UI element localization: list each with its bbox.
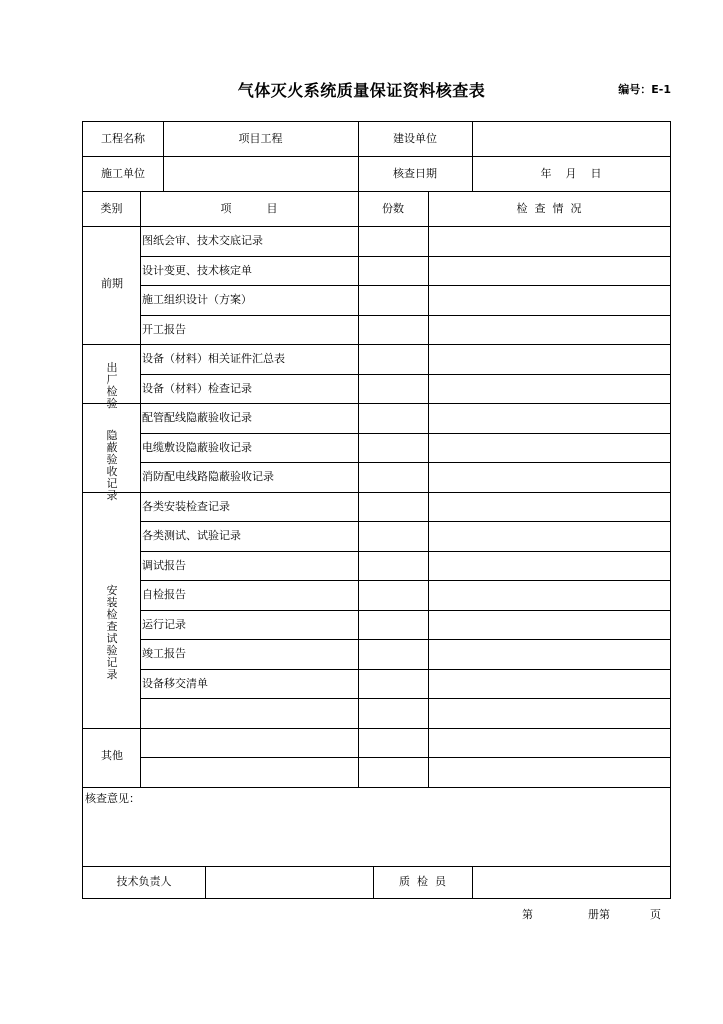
contractor-label: 施工单位 [101,167,145,180]
item-commissioning-report: 调试报告 [142,559,186,572]
project-name-label: 工程名称 [101,132,145,145]
opinion-label: 核查意见： [85,792,140,805]
item-drawing-review: 图纸会审、技术交底记录 [142,234,263,247]
item-construction-plan: 施工组织设计（方案） [142,293,252,306]
item-test-records: 各类测试、试验记录 [142,529,241,542]
footer-volume-suffix: 册第 [588,908,610,921]
inspection-form-table [82,121,671,899]
item-design-change: 设计变更、技术核定单 [142,264,252,277]
item-material-inspection: 设备（材料）检查记录 [142,382,252,395]
col-item: 项 目 [220,202,278,215]
category-installation-test: 安装检查试验记录 [106,584,118,681]
category-other: 其他 [101,749,123,762]
col-copies: 份数 [382,202,404,215]
tech-lead-label: 技术负责人 [116,875,172,888]
item-completion-report: 竣工报告 [142,647,186,660]
item-self-check-report: 自检报告 [142,588,186,601]
item-operation-record: 运行记录 [142,618,186,631]
footer-volume-prefix: 第 [522,908,533,921]
category-factory-inspection: 出厂检验 [106,361,118,410]
check-date-label: 核查日期 [393,167,437,180]
col-category: 类别 [100,202,123,215]
item-fire-wiring-acceptance: 消防配电线路隐蔽验收记录 [142,470,274,483]
builder-label: 建设单位 [393,132,437,145]
col-status: 检 查 情 况 [516,202,582,215]
document-number: 编号：E-1 [618,83,671,96]
project-name-value[interactable]: 项目工程 [238,132,283,145]
check-date-value[interactable]: 年 月 日 [540,167,602,180]
form-title: 气体灭火系统质量保证资料核查表 [237,81,486,100]
inspector-label: 质 检 员 [399,875,446,888]
item-start-report: 开工报告 [142,323,186,336]
category-concealed-acceptance: 隐蔽验收记录 [106,429,118,502]
footer-page-suffix: 页 [650,908,661,921]
item-certificate-summary: 设备（材料）相关证件汇总表 [142,352,285,365]
category-preliminary: 前期 [101,277,123,290]
item-handover-list: 设备移交清单 [142,677,208,690]
item-installation-check: 各类安装检查记录 [142,500,230,513]
item-cable-acceptance: 电缆敷设隐蔽验收记录 [142,441,252,454]
item-conduit-acceptance: 配管配线隐蔽验收记录 [142,411,252,424]
